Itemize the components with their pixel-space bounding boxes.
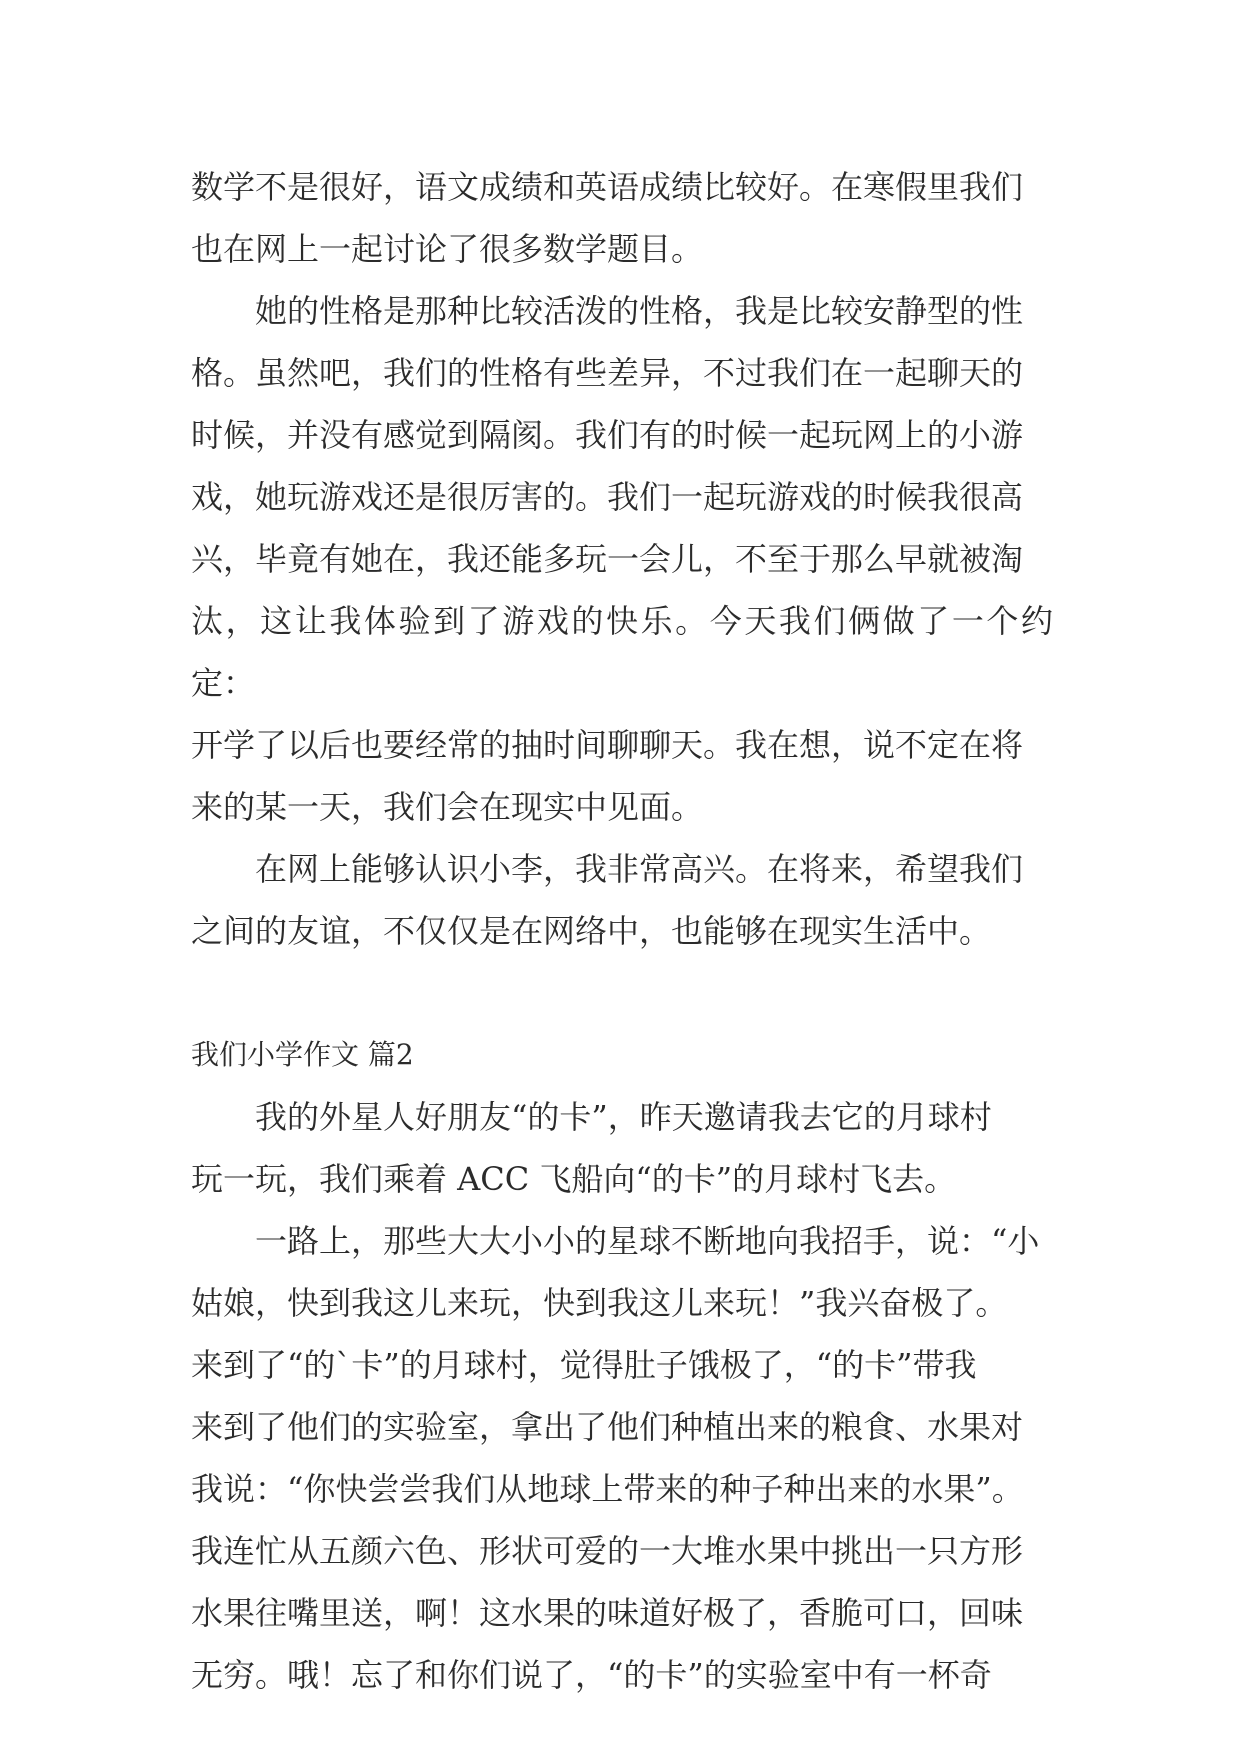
article-body <box>191 156 1053 1706</box>
text-line: 来到了他们的实验室，拿出了他们种植出来的粮食、水果对 <box>191 1408 1024 1446</box>
text-line: 玩一玩，我们乘着 ACC 飞船向“的卡”的月球村飞去。 <box>191 1160 957 1198</box>
text-line: 之间的友谊，不仅仅是在网络中，也能够在现实生活中。 <box>191 912 992 950</box>
text-line: 无穷。哦！忘了和你们说了，“的卡”的实验室中有一杯奇 <box>191 1656 992 1694</box>
text-line: 开学了以后也要经常的抽时间聊聊天。我在想，说不定在将 <box>191 726 1024 764</box>
text-line: 兴，毕竟有她在，我还能多玩一会儿，不至于那么早就被淘 <box>191 540 1024 578</box>
text-line: 在网上能够认识小李，我非常高兴。在将来，希望我们 <box>255 850 1024 888</box>
text-line: 我的外星人好朋友“的卡”，昨天邀请我去它的月球村 <box>255 1098 992 1136</box>
paragraph-continued <box>191 156 1053 280</box>
text-line: 一路上，那些大大小小的星球不断地向我招手，说：“小 <box>255 1222 1040 1260</box>
text-line: 她的性格是那种比较活泼的性格，我是比较安静型的性 <box>255 292 1024 330</box>
section-heading: 我们小学作文 篇2 <box>191 1038 414 1071</box>
text-line: 戏，她玩游戏还是很厉害的。我们一起玩游戏的时候我很高 <box>191 478 1024 516</box>
text-line: 数学不是很好，语文成绩和英语成绩比较好。在寒假里我们 <box>191 168 1024 206</box>
text-line: 来到了“的`卡”的月球村，觉得肚子饿极了，“的卡”带我 <box>191 1346 977 1384</box>
paragraph-invitation <box>191 1086 1053 1210</box>
text-line: 我说：“你快尝尝我们从地球上带来的种子种出来的水果”。 <box>191 1470 1024 1508</box>
text-line: 水果往嘴里送，啊！这水果的味道好极了，香脆可口，回味 <box>191 1594 1024 1632</box>
paragraph-personality <box>191 280 1053 838</box>
text-line: 汰，这让我体验到了游戏的快乐。今天我们俩做了一个约定： <box>191 602 1053 702</box>
text-line: 姑娘，快到我这儿来玩，快到我这儿来玩！”我兴奋极了。 <box>191 1284 1008 1322</box>
text-line: 来的某一天，我们会在现实中见面。 <box>191 788 704 826</box>
paragraph-conclusion <box>191 838 1053 962</box>
paragraph-journey <box>191 1210 1053 1706</box>
text-line: 我连忙从五颜六色、形状可爱的一大堆水果中挑出一只方形 <box>191 1532 1024 1570</box>
text-line: 也在网上一起讨论了很多数学题目。 <box>191 230 704 268</box>
text-line: 时候，并没有感觉到隔阂。我们有的时候一起玩网上的小游 <box>191 416 1024 454</box>
text-line: 格。虽然吧，我们的性格有些差异，不过我们在一起聊天的 <box>191 354 1024 392</box>
